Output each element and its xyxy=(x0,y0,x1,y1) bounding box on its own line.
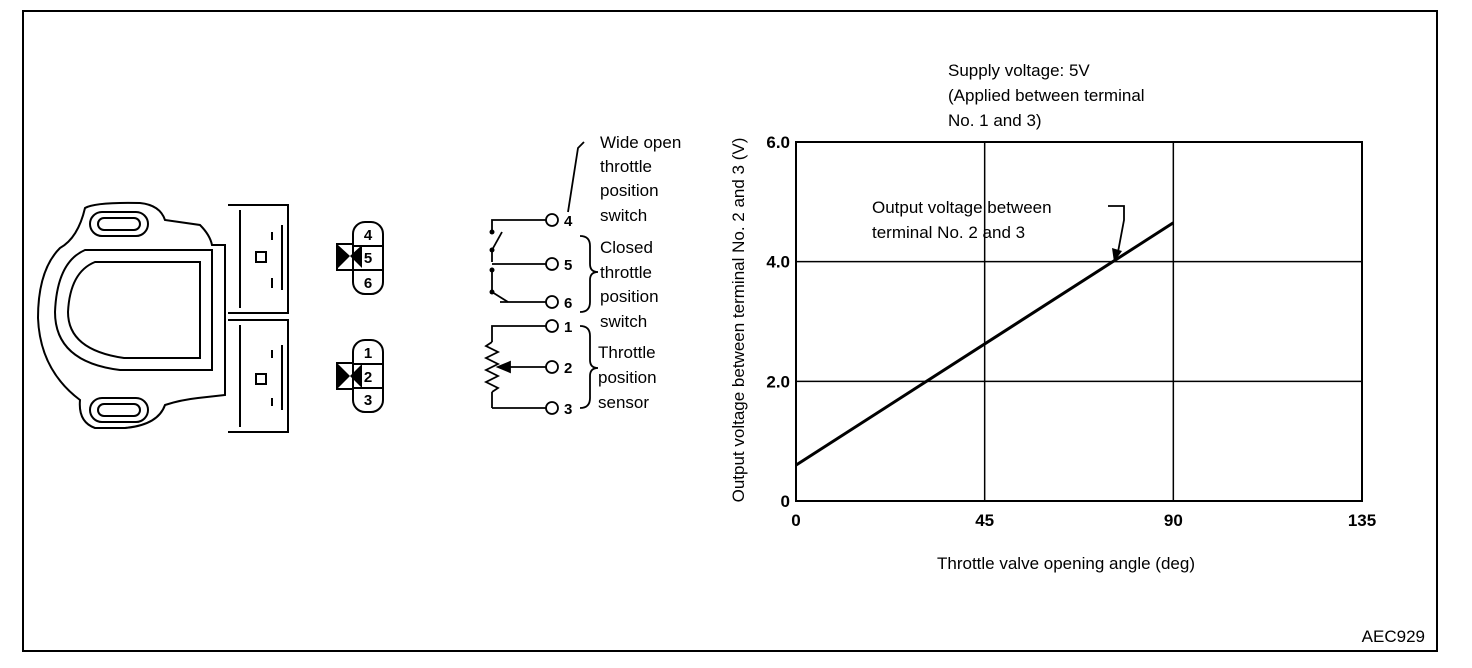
x-tick-label: 90 xyxy=(1163,511,1183,530)
y-tick-label: 6.0 xyxy=(766,133,790,152)
series-annotation xyxy=(872,198,1124,262)
y-tick-label: 0 xyxy=(780,492,790,511)
figure-code: AEC929 xyxy=(1361,627,1425,646)
terminal-label-5: 5 xyxy=(564,257,573,274)
y-tick-label: 2.0 xyxy=(766,372,790,392)
svg-text:No. 1 and 3): No. 1 and 3) xyxy=(948,111,1042,130)
connector-pin-5: 5 xyxy=(363,250,373,267)
svg-text:(Applied between terminal: (Applied between terminal xyxy=(948,86,1145,105)
y-tick-labels xyxy=(766,133,790,511)
wot-switch-label xyxy=(600,133,681,225)
terminal-label-1: 1 xyxy=(564,319,573,336)
x-axis-label: Throttle valve opening angle (deg) xyxy=(937,554,1195,573)
terminal-label-4: 4 xyxy=(564,213,573,230)
svg-text:Supply voltage: 5V: Supply voltage: 5V xyxy=(948,61,1090,80)
connector-pin-6: 6 xyxy=(363,275,373,292)
terminal-label-2: 2 xyxy=(564,360,573,377)
circuit-schematic xyxy=(486,142,598,408)
terminal-label-6: 6 xyxy=(564,295,573,312)
x-tick-labels xyxy=(791,511,1376,530)
svg-text:position: position xyxy=(598,368,657,387)
svg-text:Closed: Closed xyxy=(600,238,653,257)
sensor-body-drawing xyxy=(38,203,288,432)
x-tick-label: 135 xyxy=(1347,511,1377,530)
svg-text:throttle: throttle xyxy=(600,157,652,176)
x-tick-label: 0 xyxy=(791,511,801,530)
svg-text:Output voltage between: Output voltage between xyxy=(872,198,1052,217)
terminal-label-3: 3 xyxy=(564,401,573,418)
supply-voltage-note xyxy=(948,61,1145,130)
connector-pin-2: 2 xyxy=(363,369,373,386)
svg-text:position: position xyxy=(600,181,659,200)
svg-text:switch: switch xyxy=(600,312,648,331)
connector-lower xyxy=(337,340,383,412)
svg-text:Wide open: Wide open xyxy=(600,133,682,152)
x-tick-label: 45 xyxy=(975,511,995,530)
sensor-label xyxy=(598,343,657,412)
chart-grid xyxy=(796,142,1362,501)
connector-pin-3: 3 xyxy=(363,392,373,409)
y-axis-label: Output voltage between terminal No. 2 and 3 (V) xyxy=(729,137,748,503)
svg-text:sensor: sensor xyxy=(598,393,650,412)
terminal-circles xyxy=(546,214,558,414)
voltage-chart xyxy=(729,133,1376,573)
svg-text:Throttle: Throttle xyxy=(598,343,656,362)
y-tick-label: 4.0 xyxy=(766,252,790,272)
closed-switch-label xyxy=(600,238,659,331)
connector-pin-4: 4 xyxy=(363,227,373,244)
connector-upper xyxy=(337,222,383,294)
plot-area xyxy=(796,142,1362,501)
svg-text:throttle: throttle xyxy=(600,263,652,282)
connector-pin-1: 1 xyxy=(363,345,373,362)
svg-text:position: position xyxy=(600,287,659,306)
svg-text:switch: switch xyxy=(600,206,648,225)
svg-text:terminal No. 2 and 3: terminal No. 2 and 3 xyxy=(872,223,1026,242)
